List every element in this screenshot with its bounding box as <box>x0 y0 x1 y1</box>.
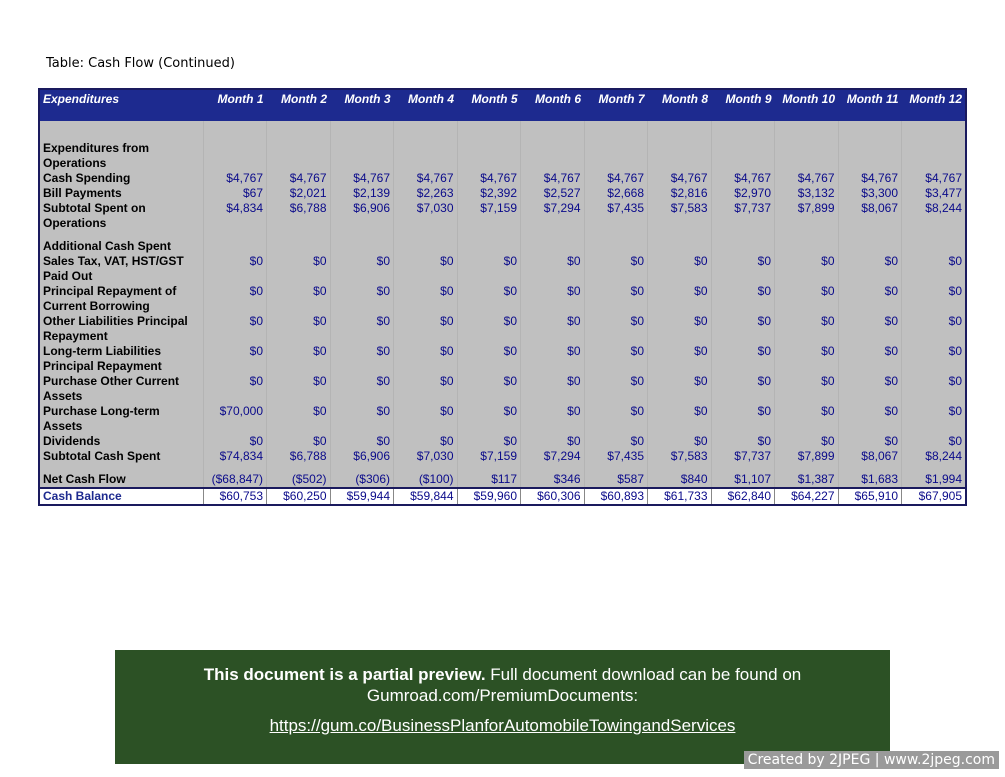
spacer-cell <box>775 464 839 472</box>
table-cell: $587 <box>584 472 648 488</box>
table-cell: $4,767 <box>267 171 331 186</box>
table-cell: $0 <box>838 404 902 434</box>
row-label: Sales Tax, VAT, HST/GST Paid Out <box>43 254 184 283</box>
table-cell: $2,263 <box>394 186 458 201</box>
table-cell: $0 <box>711 374 775 404</box>
row-label: Bill Payments <box>43 186 122 200</box>
table-cell <box>838 239 902 254</box>
table-cell <box>838 141 902 171</box>
row-label: Subtotal Cash Spent <box>43 449 161 463</box>
spacer-cell <box>394 231 458 239</box>
row-label: Net Cash Flow <box>43 472 126 486</box>
cash-flow-table <box>38 88 967 506</box>
table-cell: $0 <box>203 344 267 374</box>
table-cell: $7,030 <box>394 201 458 231</box>
table-cell: $0 <box>711 314 775 344</box>
spacer-cell <box>394 121 458 141</box>
table-cell: $3,477 <box>902 186 966 201</box>
table-cell: $0 <box>267 344 331 374</box>
table-cell: $7,583 <box>648 201 712 231</box>
row-label: Other Liabilities Principal Repayment <box>43 314 188 343</box>
spacer-cell <box>584 121 648 141</box>
table-cell: $7,899 <box>775 201 839 231</box>
table-cell: $0 <box>775 254 839 284</box>
table-cell: $0 <box>457 284 521 314</box>
table-cell <box>521 141 585 171</box>
table-cell: $6,906 <box>330 201 394 231</box>
table-cell: $0 <box>267 404 331 434</box>
table-cell: $67,905 <box>902 488 966 504</box>
spacer-cell <box>902 464 966 472</box>
table-cell: $4,767 <box>775 171 839 186</box>
table-cell: $59,944 <box>330 488 394 504</box>
spacer-cell <box>775 231 839 239</box>
column-header-month: Month 11 <box>838 90 902 121</box>
table-cell: $0 <box>457 404 521 434</box>
table-cell: $0 <box>457 434 521 449</box>
table-cell: $74,834 <box>203 449 267 464</box>
table-cell: $0 <box>775 344 839 374</box>
table-cell: $0 <box>457 314 521 344</box>
table-cell: $4,767 <box>711 171 775 186</box>
table-cell: $0 <box>457 254 521 284</box>
banner-bold-text: This document is a partial preview. <box>203 665 486 684</box>
row-label: Cash Balance <box>40 488 203 504</box>
column-header-month: Month 2 <box>267 90 331 121</box>
table-cell: $0 <box>457 374 521 404</box>
table-row <box>40 404 965 434</box>
table-cell <box>902 141 966 171</box>
table-cell: $8,067 <box>838 201 902 231</box>
table-cell <box>648 239 712 254</box>
column-header-month: Month 9 <box>711 90 775 121</box>
table-cell <box>775 239 839 254</box>
table-cell: $7,435 <box>584 201 648 231</box>
table-cell <box>457 239 521 254</box>
table-cell <box>584 239 648 254</box>
row-label: Additional Cash Spent <box>43 239 172 253</box>
table-cell: $0 <box>648 374 712 404</box>
table-cell: $0 <box>203 434 267 449</box>
table-cell <box>457 141 521 171</box>
spacer-cell <box>330 231 394 239</box>
table-cell: $0 <box>902 284 966 314</box>
spacer-cell <box>40 231 203 239</box>
spacer-cell <box>711 464 775 472</box>
table-row <box>40 254 965 284</box>
column-header-month: Month 1 <box>203 90 267 121</box>
table-cell: $2,021 <box>267 186 331 201</box>
table-cell: $0 <box>838 434 902 449</box>
spacer-cell <box>648 464 712 472</box>
table-cell: $0 <box>711 254 775 284</box>
table-cell: $0 <box>711 434 775 449</box>
spacer-cell <box>775 121 839 141</box>
table-row <box>40 171 965 186</box>
table-cell: $0 <box>584 284 648 314</box>
table-cell: $8,244 <box>902 449 966 464</box>
spacer-cell <box>330 121 394 141</box>
preview-banner <box>115 650 890 764</box>
table-row <box>40 472 965 488</box>
table-cell <box>711 141 775 171</box>
table-cell: $0 <box>648 344 712 374</box>
table-cell: $0 <box>267 284 331 314</box>
table-cell: $60,306 <box>521 488 585 504</box>
spacer-cell <box>902 121 966 141</box>
table-cell: $0 <box>521 404 585 434</box>
table-cell: $0 <box>775 374 839 404</box>
spacer-row <box>40 464 965 472</box>
table-row <box>40 186 965 201</box>
table-cell: $7,294 <box>521 449 585 464</box>
table-header-row <box>40 90 965 121</box>
table-cell <box>902 239 966 254</box>
column-header-month: Month 12 <box>902 90 966 121</box>
table-cell: $0 <box>521 374 585 404</box>
table-cell: ($68,847) <box>203 472 267 488</box>
spacer-cell <box>394 464 458 472</box>
table-cell: $840 <box>648 472 712 488</box>
table-cell: ($502) <box>267 472 331 488</box>
table-cell: $0 <box>775 404 839 434</box>
table-cell: $0 <box>394 404 458 434</box>
table-cell <box>521 239 585 254</box>
table-cell: $4,767 <box>394 171 458 186</box>
column-header-month: Month 10 <box>775 90 839 121</box>
spacer-cell <box>203 464 267 472</box>
table-cell <box>394 141 458 171</box>
spacer-cell <box>521 231 585 239</box>
table-row <box>40 201 965 231</box>
table-cell: $0 <box>648 284 712 314</box>
spacer-cell <box>521 121 585 141</box>
table-cell: $0 <box>648 254 712 284</box>
table-cell: $0 <box>648 404 712 434</box>
table-cell: $0 <box>838 374 902 404</box>
table-cell: $4,767 <box>330 171 394 186</box>
table-cell: $62,840 <box>711 488 775 504</box>
spacer-cell <box>457 231 521 239</box>
spacer-cell <box>584 464 648 472</box>
table-cell <box>648 141 712 171</box>
table-cell: $0 <box>584 254 648 284</box>
table-row <box>40 374 965 404</box>
table-cell: $67 <box>203 186 267 201</box>
table-cell: $0 <box>775 434 839 449</box>
table-cell: $0 <box>521 314 585 344</box>
table-cell: $0 <box>902 434 966 449</box>
table-cell: $70,000 <box>203 404 267 434</box>
table-cell: $0 <box>203 284 267 314</box>
banner-message <box>115 664 890 706</box>
table-cell: $0 <box>521 434 585 449</box>
spacer-cell <box>203 121 267 141</box>
table-cell: $4,767 <box>648 171 712 186</box>
column-header-month: Month 7 <box>584 90 648 121</box>
table-cell <box>267 239 331 254</box>
table-cell: $117 <box>457 472 521 488</box>
table-cell: ($306) <box>330 472 394 488</box>
table-cell: $0 <box>902 254 966 284</box>
table-cell: $7,030 <box>394 449 458 464</box>
row-label: Subtotal Spent on Operations <box>43 201 146 230</box>
table-cell: $8,067 <box>838 449 902 464</box>
spacer-cell <box>267 121 331 141</box>
table-cell <box>584 141 648 171</box>
table-cell <box>203 239 267 254</box>
table-cell <box>330 239 394 254</box>
table-cell: $0 <box>457 344 521 374</box>
table-cell: $0 <box>648 314 712 344</box>
table-cell: $6,788 <box>267 449 331 464</box>
spacer-cell <box>584 231 648 239</box>
table-cell: $0 <box>838 314 902 344</box>
table-cell: $8,244 <box>902 201 966 231</box>
table-cell: $0 <box>584 434 648 449</box>
table-cell: $0 <box>648 434 712 449</box>
table-cell: $0 <box>394 344 458 374</box>
table-cell: $4,767 <box>838 171 902 186</box>
table-cell: $4,767 <box>457 171 521 186</box>
table-cell: $7,435 <box>584 449 648 464</box>
table-cell: $2,970 <box>711 186 775 201</box>
table-row <box>40 141 965 171</box>
table-cell: $4,767 <box>203 171 267 186</box>
cash-flow-grid <box>40 90 965 504</box>
table-cell: $2,668 <box>584 186 648 201</box>
table-cell: $0 <box>902 314 966 344</box>
table-cell: $0 <box>775 314 839 344</box>
spacer-cell <box>457 464 521 472</box>
spacer-row <box>40 231 965 239</box>
table-cell: $0 <box>584 404 648 434</box>
spacer-cell <box>838 464 902 472</box>
table-row <box>40 434 965 449</box>
table-cell: $0 <box>711 284 775 314</box>
table-cell: $0 <box>521 284 585 314</box>
table-cell: $0 <box>711 404 775 434</box>
table-cell: $1,107 <box>711 472 775 488</box>
table-cell: $7,899 <box>775 449 839 464</box>
table-cell: $0 <box>203 314 267 344</box>
table-cell: $0 <box>394 374 458 404</box>
table-cell: $7,737 <box>711 201 775 231</box>
spacer-cell <box>648 231 712 239</box>
table-cell: $0 <box>584 344 648 374</box>
table-cell: $2,139 <box>330 186 394 201</box>
table-cell: $0 <box>902 404 966 434</box>
table-cell: $0 <box>902 374 966 404</box>
table-row <box>40 488 965 504</box>
table-cell <box>775 141 839 171</box>
banner-link[interactable]: https://gum.co/BusinessPlanforAutomobileTowingandServices <box>269 716 736 735</box>
table-cell: $0 <box>330 254 394 284</box>
table-cell: $0 <box>902 344 966 374</box>
table-cell: $0 <box>330 374 394 404</box>
table-cell: $1,683 <box>838 472 902 488</box>
spacer-cell <box>711 121 775 141</box>
table-cell: $60,893 <box>584 488 648 504</box>
table-cell: $3,300 <box>838 186 902 201</box>
spacer-row <box>40 121 965 141</box>
spacer-cell <box>838 231 902 239</box>
table-cell: $1,387 <box>775 472 839 488</box>
spacer-cell <box>902 231 966 239</box>
table-cell: $0 <box>267 434 331 449</box>
table-cell <box>267 141 331 171</box>
table-cell: $0 <box>267 254 331 284</box>
table-cell: $7,583 <box>648 449 712 464</box>
table-cell: $6,788 <box>267 201 331 231</box>
column-header-month: Month 8 <box>648 90 712 121</box>
column-header-label: Expenditures <box>40 90 203 121</box>
column-header-month: Month 5 <box>457 90 521 121</box>
row-label: Purchase Long-term Assets <box>43 404 160 433</box>
table-cell: $0 <box>838 284 902 314</box>
row-label: Purchase Other Current Assets <box>43 374 180 403</box>
table-cell: $0 <box>394 284 458 314</box>
table-cell: $0 <box>330 344 394 374</box>
spacer-cell <box>521 464 585 472</box>
table-cell: $2,527 <box>521 186 585 201</box>
table-cell: $0 <box>267 374 331 404</box>
table-cell: $61,733 <box>648 488 712 504</box>
table-cell: $65,910 <box>838 488 902 504</box>
table-cell: $0 <box>838 254 902 284</box>
table-cell: $7,294 <box>521 201 585 231</box>
table-row <box>40 344 965 374</box>
spacer-cell <box>330 464 394 472</box>
table-cell: $0 <box>330 434 394 449</box>
column-header-month: Month 6 <box>521 90 585 121</box>
table-cell: $0 <box>394 254 458 284</box>
table-cell <box>711 239 775 254</box>
row-label: Dividends <box>43 434 101 448</box>
table-cell: $60,753 <box>203 488 267 504</box>
table-cell: $0 <box>330 404 394 434</box>
table-cell: ($100) <box>394 472 458 488</box>
table-cell <box>203 141 267 171</box>
table-cell: $2,392 <box>457 186 521 201</box>
column-header-month: Month 3 <box>330 90 394 121</box>
row-label: Expenditures from Operations <box>43 141 150 170</box>
table-cell: $60,250 <box>267 488 331 504</box>
watermark-text: Created by 2JPEG | www.2jpeg.com <box>744 751 999 769</box>
table-cell: $0 <box>775 284 839 314</box>
spacer-cell <box>203 231 267 239</box>
table-cell: $2,816 <box>648 186 712 201</box>
row-label: Cash Spending <box>43 171 131 185</box>
table-cell: $0 <box>521 254 585 284</box>
table-cell: $6,906 <box>330 449 394 464</box>
column-header-month: Month 4 <box>394 90 458 121</box>
table-cell: $4,767 <box>521 171 585 186</box>
table-cell: $4,767 <box>584 171 648 186</box>
spacer-cell <box>40 121 203 141</box>
table-row <box>40 239 965 254</box>
table-cell: $0 <box>394 434 458 449</box>
table-cell: $346 <box>521 472 585 488</box>
table-cell: $0 <box>267 314 331 344</box>
table-row <box>40 449 965 464</box>
spacer-cell <box>267 231 331 239</box>
table-caption: Table: Cash Flow (Continued) <box>46 56 235 71</box>
table-cell: $0 <box>711 344 775 374</box>
spacer-cell <box>711 231 775 239</box>
table-cell: $1,994 <box>902 472 966 488</box>
row-label: Long-term Liabilities Principal Repayment <box>43 344 162 373</box>
table-cell: $0 <box>584 314 648 344</box>
table-cell: $0 <box>521 344 585 374</box>
table-cell: $59,960 <box>457 488 521 504</box>
table-cell <box>330 141 394 171</box>
table-row <box>40 284 965 314</box>
table-cell <box>394 239 458 254</box>
table-cell: $7,737 <box>711 449 775 464</box>
table-cell: $0 <box>203 254 267 284</box>
table-cell: $64,227 <box>775 488 839 504</box>
table-row <box>40 314 965 344</box>
banner-text: Full document download can be found on Gumroad.com/PremiumDocuments: <box>366 665 802 705</box>
table-cell: $7,159 <box>457 201 521 231</box>
spacer-cell <box>267 464 331 472</box>
table-cell: $59,844 <box>394 488 458 504</box>
table-cell: $0 <box>584 374 648 404</box>
spacer-cell <box>648 121 712 141</box>
table-cell: $4,834 <box>203 201 267 231</box>
table-cell: $0 <box>203 374 267 404</box>
table-cell: $0 <box>330 314 394 344</box>
spacer-cell <box>838 121 902 141</box>
table-cell: $7,159 <box>457 449 521 464</box>
table-cell: $4,767 <box>902 171 966 186</box>
table-cell: $3,132 <box>775 186 839 201</box>
table-cell: $0 <box>330 284 394 314</box>
spacer-cell <box>40 464 203 472</box>
spacer-cell <box>457 121 521 141</box>
table-cell: $0 <box>838 344 902 374</box>
row-label: Principal Repayment of Current Borrowing <box>43 284 177 313</box>
table-cell: $0 <box>394 314 458 344</box>
